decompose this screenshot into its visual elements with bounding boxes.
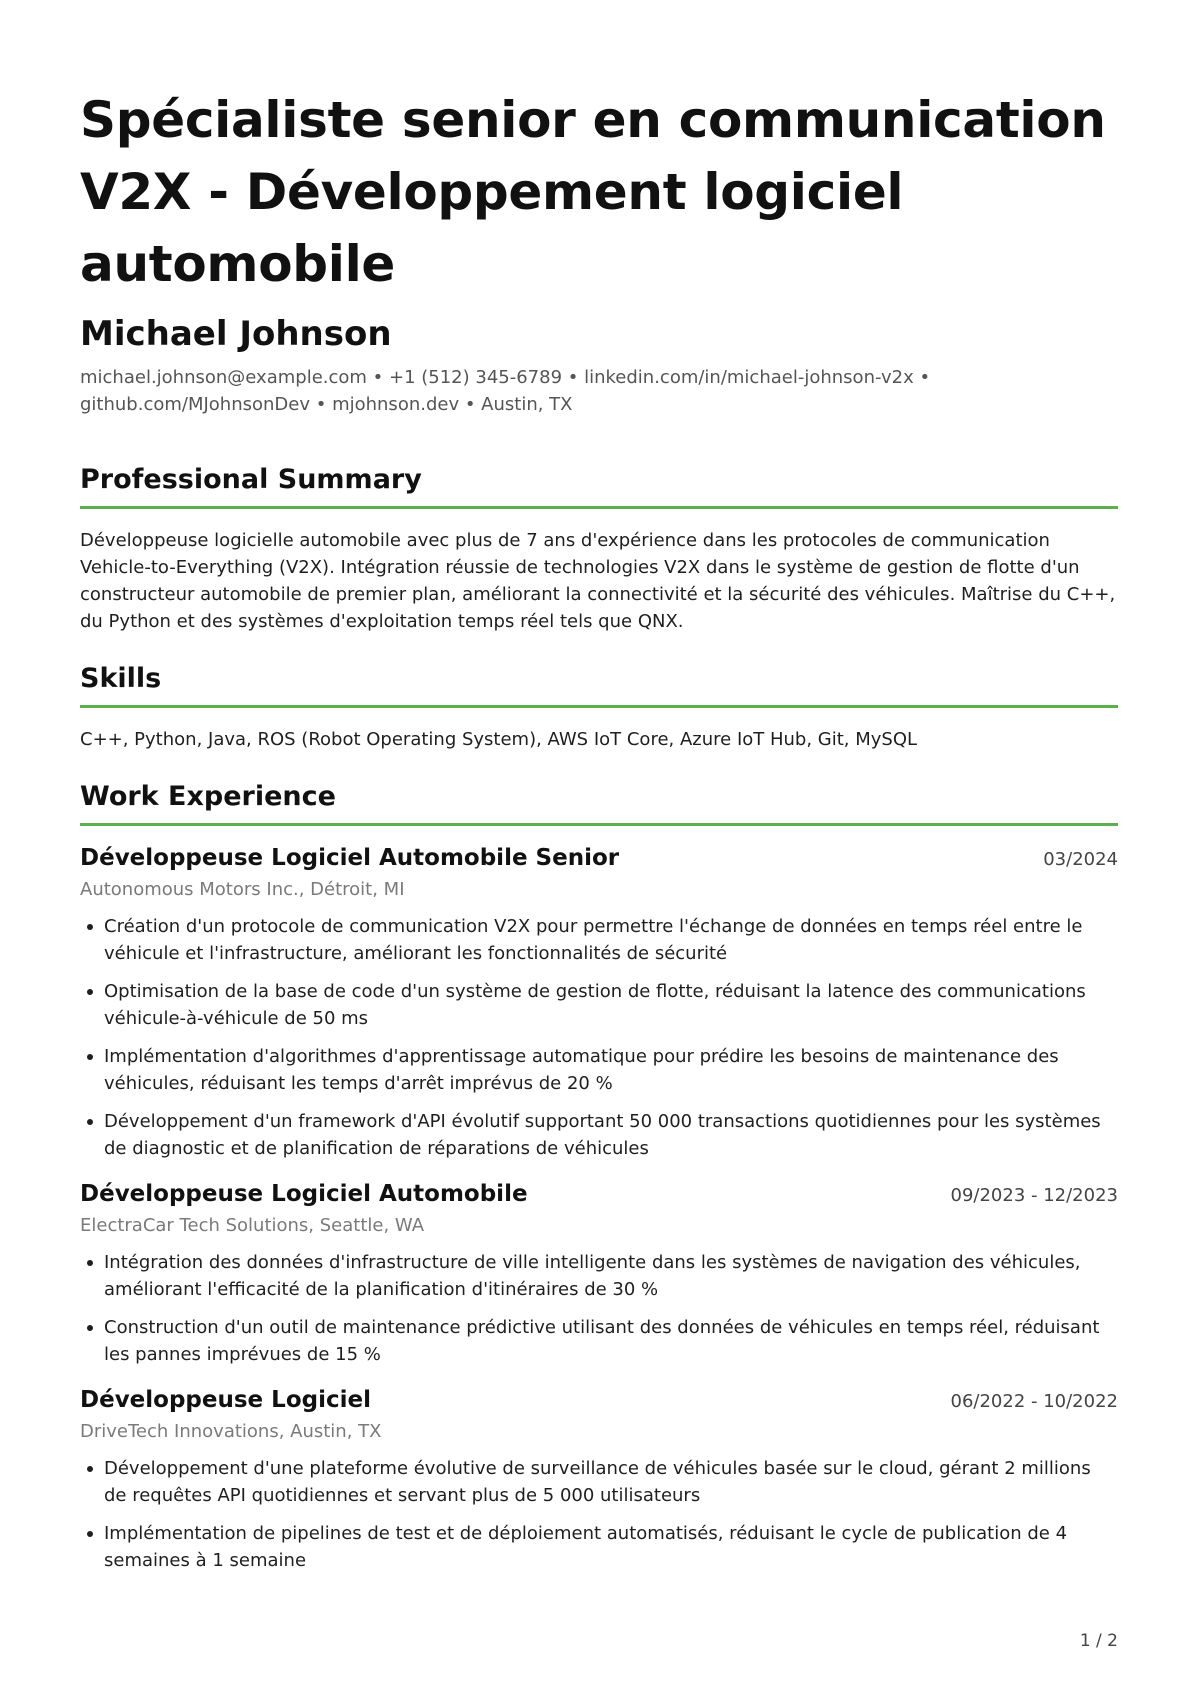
- contact-line: michael.johnson@example.com • +1 (512) 345-6789 • linkedin.com/in/michael-johnson-v2x •: [80, 367, 931, 388]
- bullet-item: Implémentation de pipelines de test et de déploiement automatisés, réduisant le cycle de publication de 4 semaines à 1 semaine: [80, 1520, 1118, 1574]
- job-bullets: [80, 913, 1118, 1162]
- bullet-item: Construction d'un outil de maintenance prédictive utilisant des données de véhicules en temps réel, réduisant les pannes imprévues de 15 %: [80, 1314, 1118, 1368]
- work-section: [80, 779, 1118, 1574]
- job-company: ElectraCar Tech Solutions, Seattle, WA: [80, 1215, 425, 1236]
- skills-section: [80, 661, 1118, 753]
- job-entry: [80, 842, 1118, 1162]
- skills-text: C++, Python, Java, ROS (Robot Operating System), AWS IoT Core, Azure IoT Hub, Git, MySQL: [80, 729, 918, 750]
- resume-title: Spécialiste senior en communication V2X - Développement logiciel automobile: [80, 91, 1106, 293]
- bullet-item: Intégration des données d'infrastructure de ville intelligente dans les systèmes de navigation des véhicules, améliorant l'efficacité de la planification d'itinéraires de 30 %: [80, 1249, 1118, 1303]
- bullet-item: Implémentation d'algorithmes d'apprentissage automatique pour prédire les besoins de maintenance des véhicules, réduisant les temps d'arrêt imprévus de 20 %: [80, 1043, 1118, 1097]
- section-heading: Work Experience: [80, 779, 1118, 826]
- contact-line: github.com/MJohnsonDev • mjohnson.dev • Austin, TX: [80, 394, 573, 415]
- job-title: Développeuse Logiciel Automobile Senior: [80, 845, 620, 871]
- job-entry: [80, 1384, 1118, 1574]
- job-company: Autonomous Motors Inc., Détroit, MI: [80, 879, 405, 900]
- job-bullets: [80, 1249, 1118, 1368]
- job-title: Développeuse Logiciel: [80, 1387, 371, 1413]
- bullet-item: Développement d'un framework d'API évolutif supportant 50 000 transactions quotidiennes pour les systèmes de diagnostic et de planification de réparations de véhicules: [80, 1108, 1118, 1162]
- job-bullets: [80, 1455, 1118, 1574]
- candidate-name: Michael Johnson: [80, 314, 392, 354]
- section-heading: Professional Summary: [80, 462, 1118, 509]
- job-company: DriveTech Innovations, Austin, TX: [80, 1421, 382, 1442]
- bullet-item: Création d'un protocole de communication V2X pour permettre l'échange de données en temps réel entre le véhicule et l'infrastructure, améliorant les fonctionnalités de sécurité: [80, 913, 1118, 967]
- resume-page: [80, 0, 1118, 1683]
- job-date: 06/2022 - 10/2022: [950, 1391, 1118, 1412]
- job-title: Développeuse Logiciel Automobile: [80, 1181, 528, 1207]
- job-entry: [80, 1178, 1118, 1368]
- bullet-item: Optimisation de la base de code d'un système de gestion de flotte, réduisant la latence des communications véhicule-à-véhicule de 50 ms: [80, 978, 1118, 1032]
- section-heading: Skills: [80, 661, 1118, 708]
- page-number: 1 / 2: [1079, 1631, 1118, 1651]
- bullet-item: Développement d'une plateforme évolutive de surveillance de véhicules basée sur le cloud, gérant 2 millions de requêtes API quotidiennes et servant plus de 5 000 utilisateurs: [80, 1455, 1118, 1509]
- contact-info: [80, 364, 1118, 418]
- summary-text: Développeuse logicielle automobile avec plus de 7 ans d'expérience dans les protocoles de communication Vehicle-to-Everything (V2X). Intégration réussie de technologies V2X dans le système de gestion de flotte d'un constructeur automobile de premier plan, améliorant la connectivité et la sécurité des véhicules. Maîtrise du C++, du Python et des systèmes d'exploitation temps réel tels que QNX.: [80, 530, 1116, 632]
- summary-section: [80, 462, 1118, 635]
- job-date: 03/2024: [1043, 849, 1118, 870]
- job-date: 09/2023 - 12/2023: [950, 1185, 1118, 1206]
